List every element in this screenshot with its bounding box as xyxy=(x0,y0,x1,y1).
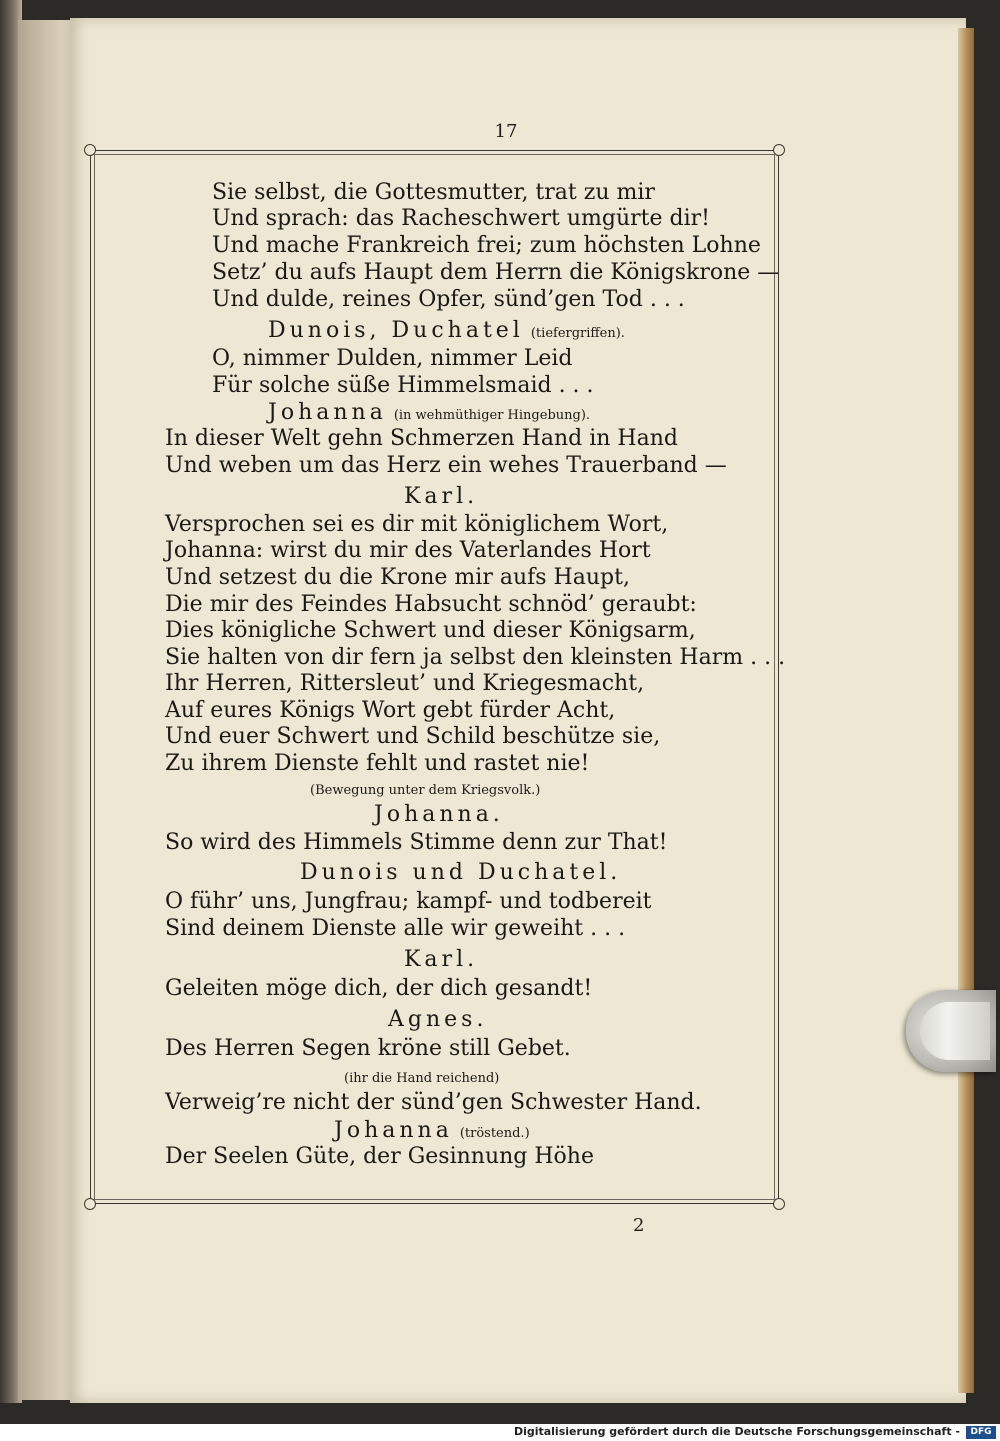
verse-line: Johanna: wirst du mir des Vaterlandes Hort xyxy=(165,538,651,563)
stage-direction: (Bewegung unter dem Kriegsvolk.) xyxy=(310,783,541,798)
speaker-heading xyxy=(334,1118,530,1147)
verse-line: Versprochen sei es dir mit königlichem Wort, xyxy=(165,512,669,537)
verse-line: Auf eures Königs Wort gebt fürder Acht, xyxy=(165,698,616,723)
speaker-name: Dunois und Duchatel. xyxy=(300,860,622,885)
verse-line: Des Herren Segen kröne still Gebet. xyxy=(165,1036,571,1061)
footer-credit: Digitalisierung gefördert durch die Deutsche Forschungsgemeinschaft - xyxy=(513,1425,960,1438)
verse-line: O führ’ uns, Jungfrau; kampf- und todbereit xyxy=(165,889,652,914)
verse-line: Dies königliche Schwert und dieser Königsarm, xyxy=(165,618,696,643)
verse-line: Der Seelen Güte, der Gesinnung Höhe xyxy=(165,1144,594,1169)
speaker-heading xyxy=(268,400,590,429)
speaker-name: Karl. xyxy=(404,484,479,509)
speaker-name: Dunois, Duchatel xyxy=(268,318,524,343)
speaker-name: Karl. xyxy=(404,947,479,972)
stage-direction: (tiefergriffen). xyxy=(530,326,625,341)
stage-direction: (in wehmüthiger Hingebung). xyxy=(393,408,591,423)
verse-line: Die mir des Feindes Habsucht schnöd’ geraubt: xyxy=(165,592,697,617)
verse-line: So wird des Himmels Stimme denn zur That! xyxy=(165,830,668,855)
verse-line: Sie selbst, die Gottesmutter, trat zu mir xyxy=(212,180,655,205)
verse-line: Und setzest du die Krone mir aufs Haupt, xyxy=(165,565,630,590)
dfg-logo: DFG xyxy=(966,1426,996,1439)
speaker-name: Johanna xyxy=(334,1118,453,1143)
stage-direction: (tröstend.) xyxy=(459,1126,530,1141)
verse-line: Und euer Schwert und Schild beschütze sie, xyxy=(165,724,661,749)
speaker-name: Johanna. xyxy=(374,802,504,827)
verse-line: Verweig’re nicht der sünd’gen Schwester Hand. xyxy=(165,1090,702,1115)
verse-line: Ihr Herren, Rittersleut’ und Kriegesmacht, xyxy=(165,671,645,696)
verse-line: Und mache Frankreich frei; zum höchsten Lohne xyxy=(212,233,761,258)
scan-background-bottom xyxy=(0,1403,1000,1424)
verse-line: Und weben um das Herz ein wehes Trauerband — xyxy=(165,453,727,478)
page-clip-highlight xyxy=(920,1002,990,1060)
stage-direction: (ihr die Hand reichend) xyxy=(344,1071,500,1086)
speaker-heading xyxy=(268,318,625,347)
verse-line: Sie halten von dir fern ja selbst den kleinsten Harm . . . xyxy=(165,645,786,670)
verse-line: Für solche süße Himmelsmaid . . . xyxy=(212,373,594,398)
signature-number: 2 xyxy=(633,1215,645,1236)
verse-line: In dieser Welt gehn Schmerzen Hand in Hand xyxy=(165,426,678,451)
verse-line: Setz’ du aufs Haupt dem Herrn die Königskrone — xyxy=(212,260,780,285)
verse-line: O, nimmer Dulden, nimmer Leid xyxy=(212,346,573,371)
verse-line: Zu ihrem Dienste fehlt und rastet nie! xyxy=(165,751,590,776)
speaker-name: Agnes. xyxy=(388,1007,488,1032)
verse-line: Sind deinem Dienste alle wir geweiht . . . xyxy=(165,916,626,941)
verse-line: Geleiten möge dich, der dich gesandt! xyxy=(165,976,593,1001)
verse-line: Und dulde, reines Opfer, sünd’gen Tod . . . xyxy=(212,287,685,312)
page-number: 17 xyxy=(494,121,518,142)
verse-line: Und sprach: das Racheschwert umgürte dir! xyxy=(212,206,710,231)
speaker-name: Johanna xyxy=(268,400,387,425)
